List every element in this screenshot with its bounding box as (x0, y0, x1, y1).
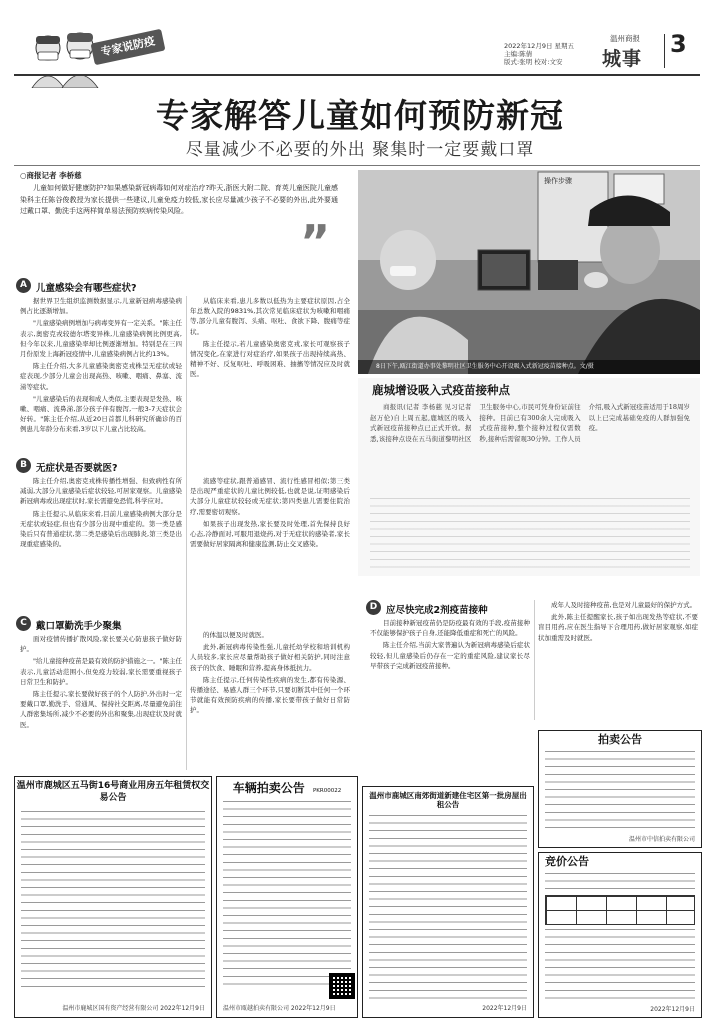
side-article-title: 鹿城增设吸入式疫苗接种点 (372, 383, 510, 397)
section-c-col2 (190, 630, 350, 772)
section-name: 城事 (602, 48, 643, 70)
ad-text-lines (545, 929, 695, 999)
paragraph: 流感等症状,跟普通感冒、流行性感冒相似;第三类是出现严重症状的儿童比例较低,也就是说,证明感染后大部分儿童症状较轻或无症状;第四类患儿需要住院治疗,需要密切观察。 (190, 477, 350, 516)
section-d-title: 应尽快完成2剂疫苗接种 (386, 605, 488, 616)
qr-code-icon (329, 973, 355, 999)
section-c-col1 (20, 634, 182, 772)
page-number: 3 (670, 30, 687, 58)
intro-text (20, 183, 338, 220)
photo-caption (358, 360, 700, 374)
paper-name: 温州商报 (610, 34, 640, 43)
paragraph: 陈主任介绍,奥密克戎株传播性增强、但致病性有所减弱,大部分儿童感染后症状较轻,可居家观察。儿童感染新冠病毒或出现症状时,家长需避免恐慌,科学应对。 (20, 477, 182, 506)
quote-mark-icon: ” (300, 215, 331, 269)
section-d-marker: D (366, 600, 381, 615)
paragraph: 陈主任提示,任何传染性疾病的发生,都有传染源、传播途径、易感人群三个环节,只要切断其中任何一个环节就能有效预防疾病的传播,家长要带孩子做好日常防护。 (190, 675, 350, 715)
subheadline: 尽量减少不必要的外出 聚集时一定要戴口罩 (185, 140, 535, 160)
paragraph: 从临床来看,患儿多数以低热为主要症状原因,占全年总数入院的9831%,其次常见临床症状为咳嗽和咽痛等,部分儿童有腹泻、头痛、呕吐、食欲下降、腹痛等症状。 (190, 297, 350, 336)
ad-title-row (217, 777, 357, 797)
paragraph: "给儿童接种疫苗是最有效的防护措施之一。"陈主任表示,儿童活动范围小,但免疫力较弱,家长需要重视孩子日常卫生和防护。 (20, 657, 182, 686)
ad-title: 温州市鹿城区五马街16号商业用房五年租赁权交易公告 (16, 781, 210, 803)
photo-caption-text: 8日下午,瓯江街道办事处黎明社区卫生服务中心开设吸入式新冠疫苗接种点。文/摄 (376, 363, 594, 370)
column-divider (186, 296, 187, 770)
section-a-title: 儿童感染会有哪些症状? (36, 283, 137, 294)
ad-table (545, 895, 695, 925)
layout-line: 版式:张明 校对:文安 (504, 58, 563, 66)
section-d-col1 (370, 618, 530, 786)
column-badge-text: 专家说防疫 (99, 34, 157, 59)
ad-text-lines (223, 801, 351, 985)
paragraph: 陈主任提示,若儿童感染奥密克戎,家长可观察孩子情况变化,在家进行对症治疗,如果孩子出现持续高热、精神不好、反复呕吐、呼吸困难、抽搐等情况应及时就医。 (190, 339, 350, 379)
paragraph: 陈主任介绍,大多儿童感染奥密克戎株呈无症状或轻症表现,少部分儿童会出现高热、咳嗽、咽痛、鼻塞、流涕等症状。 (20, 362, 182, 391)
paragraph: 此外,新冠病毒传染性强,儿童托幼学校和培训机构人员较多,家长应尽量帮助孩子做好相关防护,同时注意孩子的饮食、睡眠和营养,提高身体抵抗力。 (190, 643, 350, 672)
paragraph: 陈主任提示,从临床来看,目前儿童感染病例大部分是无症状或轻症,但也有少部分出现中重症的。第一类是感染后只有普通症状,第二类是感染后出现肺炎,第三类是出现重症感染的。 (20, 509, 182, 549)
ad-housing-rental (362, 786, 534, 1018)
side-article-text-lines (370, 498, 690, 568)
column-divider (534, 600, 535, 720)
paragraph: 面对疫情传播扩散风险,家长要关心防患孩子做好防护。 (20, 635, 182, 654)
intro-paragraph: 儿童如何做好健康防护?如果感染新冠病毒如何对症治疗?昨天,浙医大附二院、育英儿童医院儿童感染科主任陈谷俊教授为家长提供一些建议,儿童免疫力较低,家长应尽量减少孩子不必要的外出,此外要通过戴口罩、勤洗手这两样简单易法预防疾病传染风险。 (20, 184, 338, 215)
issue-info (504, 42, 604, 66)
paragraph: 如果孩子出现发热,家长要及时处理,首先保持良好心态,冷静面对,可服用退烧药,对于无症状的感染者,家长需要做好居家隔离和健康监测,防止交叉感染。 (190, 519, 350, 549)
section-c-marker: C (16, 616, 31, 631)
ad-footer: 温州市中信拍卖有限公司 (628, 835, 695, 843)
ad-auction-notice (538, 730, 702, 848)
section-a-col1 (20, 296, 182, 456)
ad-title: 车辆拍卖公告 (232, 781, 305, 795)
ad-code: PKR00022 (312, 788, 342, 794)
ad-text-lines (545, 751, 695, 831)
ad-title: 温州市鹿城区南郊街道新建住宅区第一批房屋出租公告 (369, 791, 527, 809)
ad-text-lines (369, 815, 527, 1001)
news-photo (358, 170, 700, 374)
ad-bidding-notice (538, 852, 702, 1018)
paragraph: 目前接种新冠疫苗仍是防疫最有效的手段,疫苗接种不仅能够保护孩子自身,还能降低重症和死亡的风险。 (370, 619, 530, 638)
side-article-paragraph: 商报讯(记者 李杨慈 见习记者 赵万伦)自上周五起,鹿城区的吸入式新冠疫苗接种点已正式开放。据悉,该接种点设在五马街道黎明社区卫生服务中心,市民可凭身份证前往接种。目前已有300余人完成吸入式疫苗接种,整个接种过程仅需数秒,接种后需留观30分钟。工作人员介绍,吸入式新冠疫苗适用于18周岁以上已完成基础免疫的人群加强免疫。 (370, 403, 690, 443)
ad-text-lines (21, 811, 205, 987)
ad-notice-commercial-lease (14, 776, 212, 1018)
section-b-col1 (20, 476, 182, 636)
section-a-col2 (190, 296, 350, 456)
paragraph: "儿童感染病例增加与病毒变异有一定关系。"陈主任表示,奥密克戎较德尔塔变异株,儿童感染病例比例更高,但今年以来,儿童感染率却比例逐渐增加。特别是在三四月份原发上海新冠疫情中,儿童感染病例占比约13%。 (20, 319, 182, 359)
editor-line: 主编:陈倩 (504, 50, 533, 58)
date-line: 2022年12月9日 星期五 (504, 42, 575, 50)
headline: 专家解答儿童如何预防新冠 (156, 96, 564, 135)
paragraph: 陈主任提示,家长要做好孩子的个人防护,外出时一定要戴口罩,勤洗手、常通风、保持社交距离,尽量避免前往人群密集场所,减少不必要的外出和聚集,出现症状及时就医。 (20, 690, 182, 729)
ad-vehicle-auction (216, 776, 358, 1018)
ad-title: 拍卖公告 (598, 733, 642, 746)
paragraph: 陈主任介绍,当前大家普遍认为新冠病毒感染后症状较轻,但儿童感染后仍存在一定的重症风险,建议家长尽早带孩子完成新冠疫苗接种。 (370, 641, 530, 670)
section-b-marker: B (16, 458, 31, 473)
ad-text-lines (545, 873, 695, 891)
ad-footer: 温州市鹿城区国有资产经营有限公司 2022年12月9日 (62, 1004, 205, 1012)
byline: ○商报记者 李桥慈 (20, 171, 82, 180)
section-c-title: 戴口罩勤洗手少聚集 (36, 621, 122, 632)
side-article (358, 378, 700, 576)
paragraph: 成年人及时接种疫苗,也是对儿童最好的保护方式。 (551, 601, 697, 609)
section-a-marker: A (16, 278, 31, 293)
ad-footer: 温州市瓯越拍卖有限公司 2022年12月9日 (223, 1004, 336, 1012)
paragraph: 的体温以便及时就医。 (203, 631, 268, 639)
ad-title: 竞价公告 (545, 855, 589, 868)
ad-footer: 2022年12月9日 (482, 1004, 527, 1012)
paragraph: 此外,陈主任提醒家长,孩子如出现发热等症状,不要盲目用药,应在医生指导下合理用药,做好居家观察,如症状加重需及时就医。 (538, 613, 698, 642)
header (0, 0, 711, 80)
photo-board-text: 操作步骤 (544, 177, 572, 185)
paragraph: 据世界卫生组织监测数据显示,儿童新冠病毒感染病例占比逐渐增加。 (20, 297, 182, 316)
ad-footer: 2022年12月9日 (650, 1005, 695, 1013)
section-b-title: 无症状是否要就医? (36, 463, 118, 474)
paragraph: "儿童感染后的表现和成人类似,主要表现是发热、咳嗽、咽痛、流鼻涕,部分孩子伴有腹泻,一般3-7天症状会好转。"陈主任介绍,从近20日首都儿科研究所确诊的百例患儿年龄分布来看,3岁以下儿童占比较高。 (20, 394, 182, 434)
section-b-col2 (190, 476, 350, 626)
section-d-col2 (538, 600, 698, 726)
